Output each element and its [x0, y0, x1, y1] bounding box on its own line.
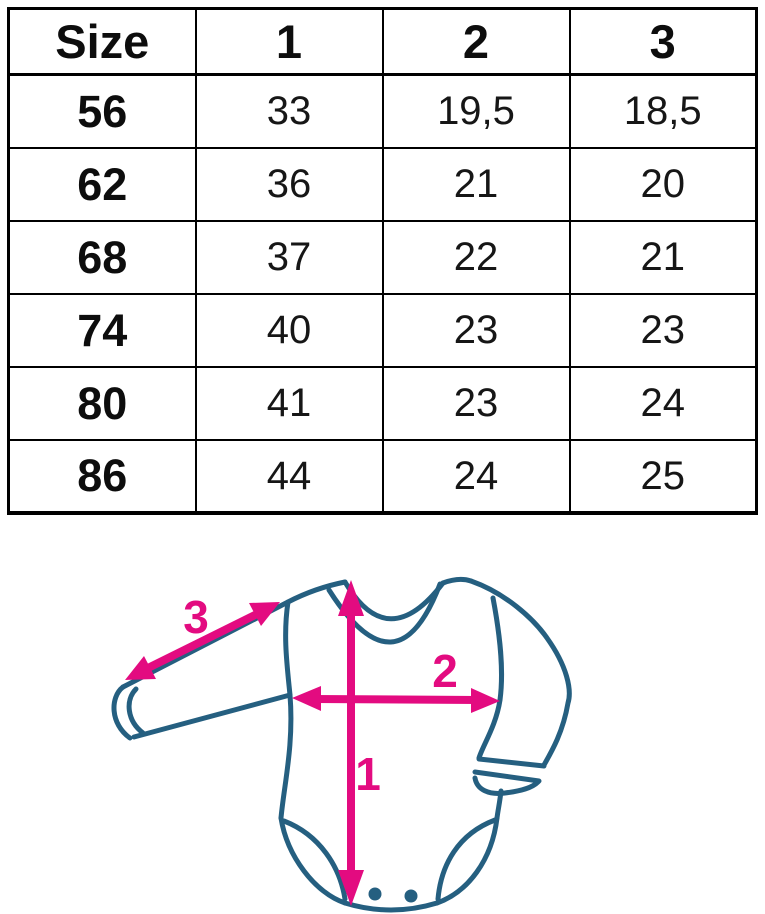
snap-button-dot [405, 890, 418, 903]
header-row [9, 9, 757, 75]
size-table-header [9, 9, 757, 75]
left-cuff-band-line [129, 689, 143, 733]
arrow-2-label: 2 [432, 645, 458, 697]
measurement-cell: 23 [383, 294, 570, 367]
snap-button-dot [369, 888, 382, 901]
arrow-2-shaft [313, 699, 478, 700]
measurement-cell: 24 [383, 440, 570, 513]
measurement-cell: 21 [383, 148, 570, 221]
left-body-edge [281, 602, 291, 818]
column-header-1: 1 [196, 9, 383, 75]
measurement-cell: 37 [196, 221, 383, 294]
bodysuit-measurement-diagram [0, 540, 765, 914]
measurement-cell: 20 [570, 148, 757, 221]
left-leg-outer-edge [281, 818, 345, 903]
measurement-cell: 23 [570, 294, 757, 367]
measurement-arrow-2 [292, 645, 500, 713]
measurement-cell: 33 [196, 75, 383, 148]
size-label-cell: 80 [9, 367, 196, 440]
right-cuff-band-line-1 [479, 759, 544, 766]
measurement-cell: 44 [196, 440, 383, 513]
left-sleeve-top-edge [123, 582, 345, 687]
measurement-cell: 36 [196, 148, 383, 221]
right-shoulder-top-edge [443, 579, 471, 583]
measurement-cell: 40 [196, 294, 383, 367]
size-table-body [9, 75, 757, 513]
measurement-cell: 41 [196, 367, 383, 440]
table-row [9, 221, 757, 294]
measurement-cell: 21 [570, 221, 757, 294]
size-label-cell: 74 [9, 294, 196, 367]
column-header-2: 2 [383, 9, 570, 75]
size-label-cell: 62 [9, 148, 196, 221]
measurement-cell: 25 [570, 440, 757, 513]
arrow-1-head-up-icon [338, 580, 364, 616]
measurement-cell: 18,5 [570, 75, 757, 148]
table-row [9, 148, 757, 221]
left-leg-seam [284, 821, 345, 899]
measurement-cell: 24 [570, 367, 757, 440]
table-row [9, 367, 757, 440]
right-cuff-band-line-2 [475, 772, 539, 781]
arrow-3-label: 3 [183, 591, 209, 643]
size-label-cell: 86 [9, 440, 196, 513]
arrow-2-head-left-icon [292, 686, 321, 711]
crotch-edge [345, 903, 437, 910]
table-row [9, 75, 757, 148]
column-header-3: 3 [570, 9, 757, 75]
left-sleeve-underside [134, 695, 290, 737]
size-table [7, 7, 758, 515]
measurement-cell: 22 [383, 221, 570, 294]
measurement-arrow-3 [125, 591, 280, 680]
right-sleeve-inner-seam [479, 598, 502, 758]
table-row [9, 294, 757, 367]
table-row [9, 440, 757, 513]
size-label-cell: 56 [9, 75, 196, 148]
arrow-1-label: 1 [355, 748, 381, 800]
measurement-cell: 19,5 [383, 75, 570, 148]
measurement-cell: 23 [383, 367, 570, 440]
column-header-size: Size [9, 9, 196, 75]
size-label-cell: 68 [9, 221, 196, 294]
